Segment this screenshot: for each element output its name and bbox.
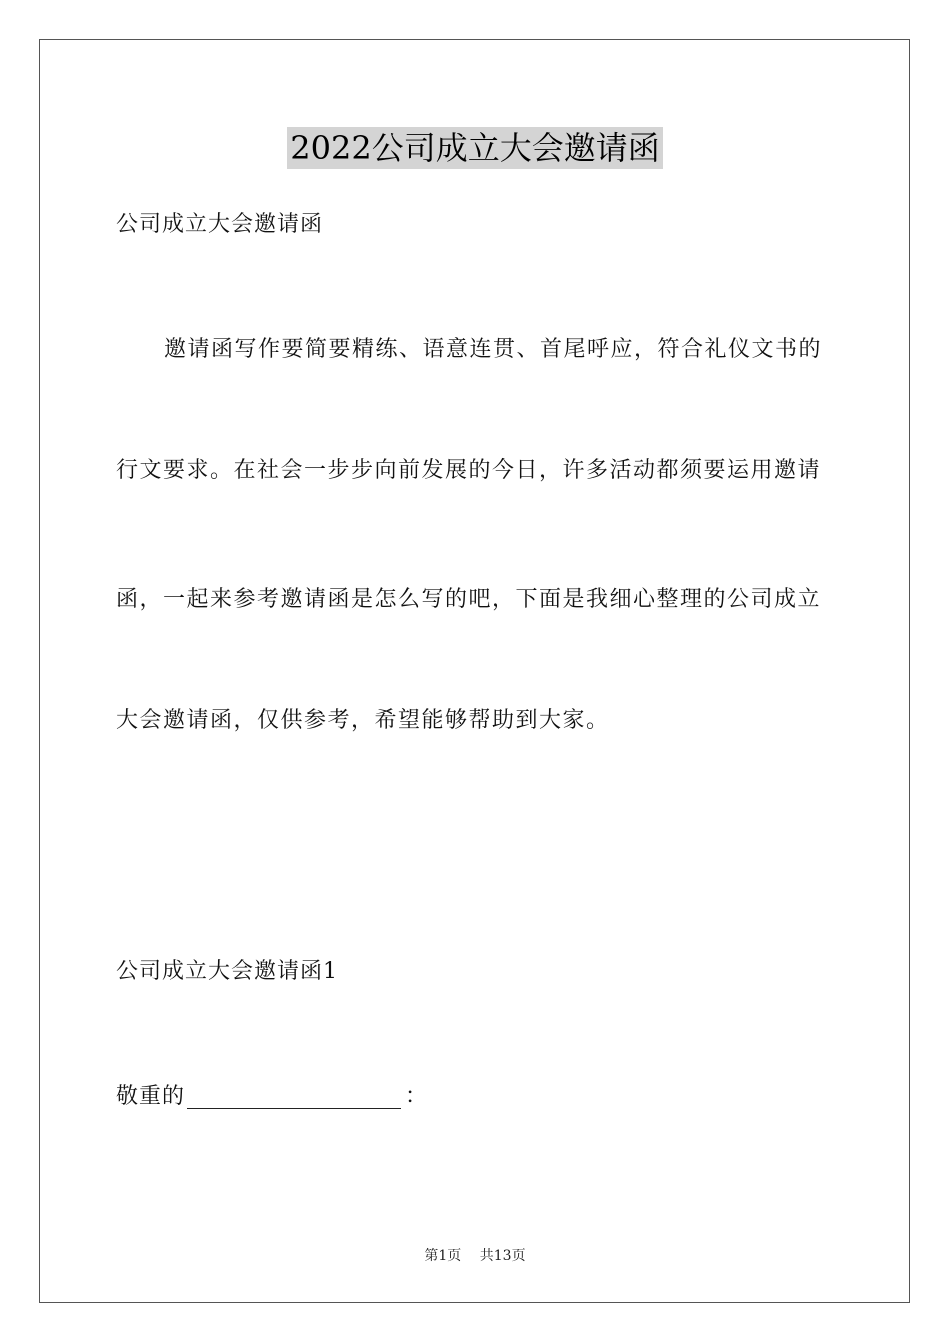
title-container xyxy=(0,127,950,169)
section-heading: 公司成立大会邀请函1 xyxy=(116,959,338,984)
page-footer xyxy=(0,1247,950,1265)
page-number: 第1页 xyxy=(424,1248,462,1264)
salutation-suffix: ： xyxy=(405,1084,429,1109)
intro-line-4: 大会邀请函，仅供参考，希望能够帮助到大家。 xyxy=(116,708,610,733)
salutation xyxy=(116,1082,428,1112)
recipient-blank-line xyxy=(187,1086,401,1109)
document-subtitle: 公司成立大会邀请函 xyxy=(116,212,324,237)
intro-line-2: 行文要求。在社会一步步向前发展的今日，许多活动都须要运用邀请 xyxy=(116,458,822,483)
document-title: 2022公司成立大会邀请函 xyxy=(287,127,662,169)
salutation-prefix: 敬重的 xyxy=(116,1084,186,1109)
intro-line-3: 函，一起来参考邀请函是怎么写的吧，下面是我细心整理的公司成立 xyxy=(116,587,822,612)
intro-line-1: 邀请函写作要简要精练、语意连贯、首尾呼应，符合礼仪文书的 xyxy=(164,337,823,362)
total-pages: 共13页 xyxy=(479,1248,526,1264)
